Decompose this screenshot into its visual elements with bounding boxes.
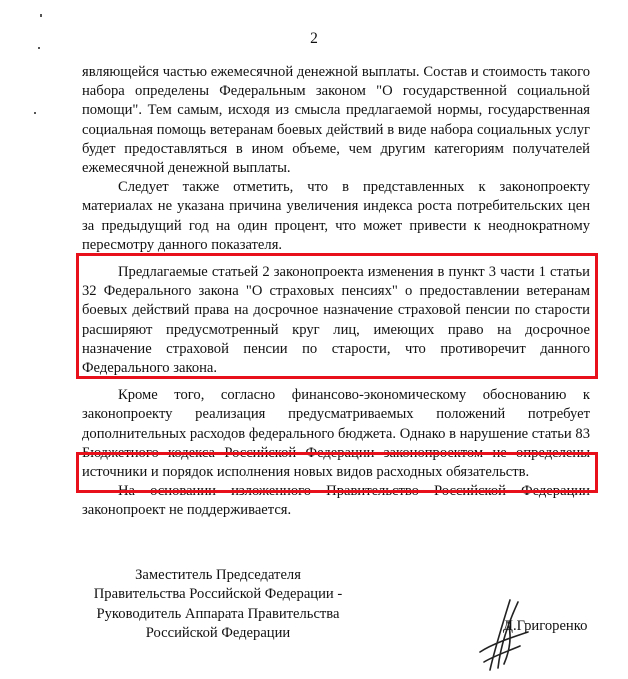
signatory-line: Заместитель Председателя xyxy=(135,567,301,583)
highlight-box-pension-paragraph xyxy=(76,253,598,379)
paragraph-social-aid: являющейся частью ежемесячной денежной выплаты. Состав и стоимость такого набора определены Федеральным законом "О государственной социальной помощи". Тем самым, исходя из смысла предлагаемой нормы, государственная социальная помощь ветеранам боевых действий в виде набора социальных услуг будет предоставляться в ином объеме, чем другим категориям получателей ежемесячной денежной выплаты. xyxy=(82,64,590,177)
signatory-line: Российской Федерации xyxy=(145,625,291,642)
paragraph-index-growth: Следует также отметить, что в представленных к законопроекту материалах не указана причина увеличения индекса роста потребительских цен за предыдущий год на один процент, что может привести к неоднократному пересмотру данного показателя. xyxy=(82,179,590,253)
scan-speck xyxy=(34,112,36,114)
paragraph-budget-expenses: Кроме того, согласно финансово-экономическому обоснованию к законопроекту реализация предусматриваемых положений потребует дополнительных расходов федерального бюджета. Однако в нарушение статьи 83 Бюджетного кодекса Российской Федерации законопроектом не определены источники и порядок исполнения новых видов расходных обязательств. xyxy=(82,387,590,481)
paragraph-pension-changes: Предлагаемые статьей 2 законопроекта изменения в пункт 3 части 1 статьи 32 Федерального закона "О страховых пенсиях" о предоставлении ветеранам боевых действий права на досрочное назначение страховой пенсии по старости расширяют предусмотренный круг лиц, имеющих право на досрочное назначение страховой пенсии по старости, что противоречит данного Федерального закона. xyxy=(82,264,590,377)
highlight-box-expenses-sentence xyxy=(76,452,598,493)
signatory-line: Правительства Российской Федерации - xyxy=(93,586,343,603)
signatory-line: Руководитель Аппарата Правительства xyxy=(96,605,340,622)
signatory-title-block xyxy=(68,566,368,644)
page-number: 2 xyxy=(310,30,318,47)
signatory-name: Д.Григоренко xyxy=(503,618,588,634)
paragraph-conclusion: На основании изложенного Правительство Российской Федерации законопроект не поддерживается. xyxy=(82,483,590,519)
scan-speck xyxy=(40,14,42,17)
